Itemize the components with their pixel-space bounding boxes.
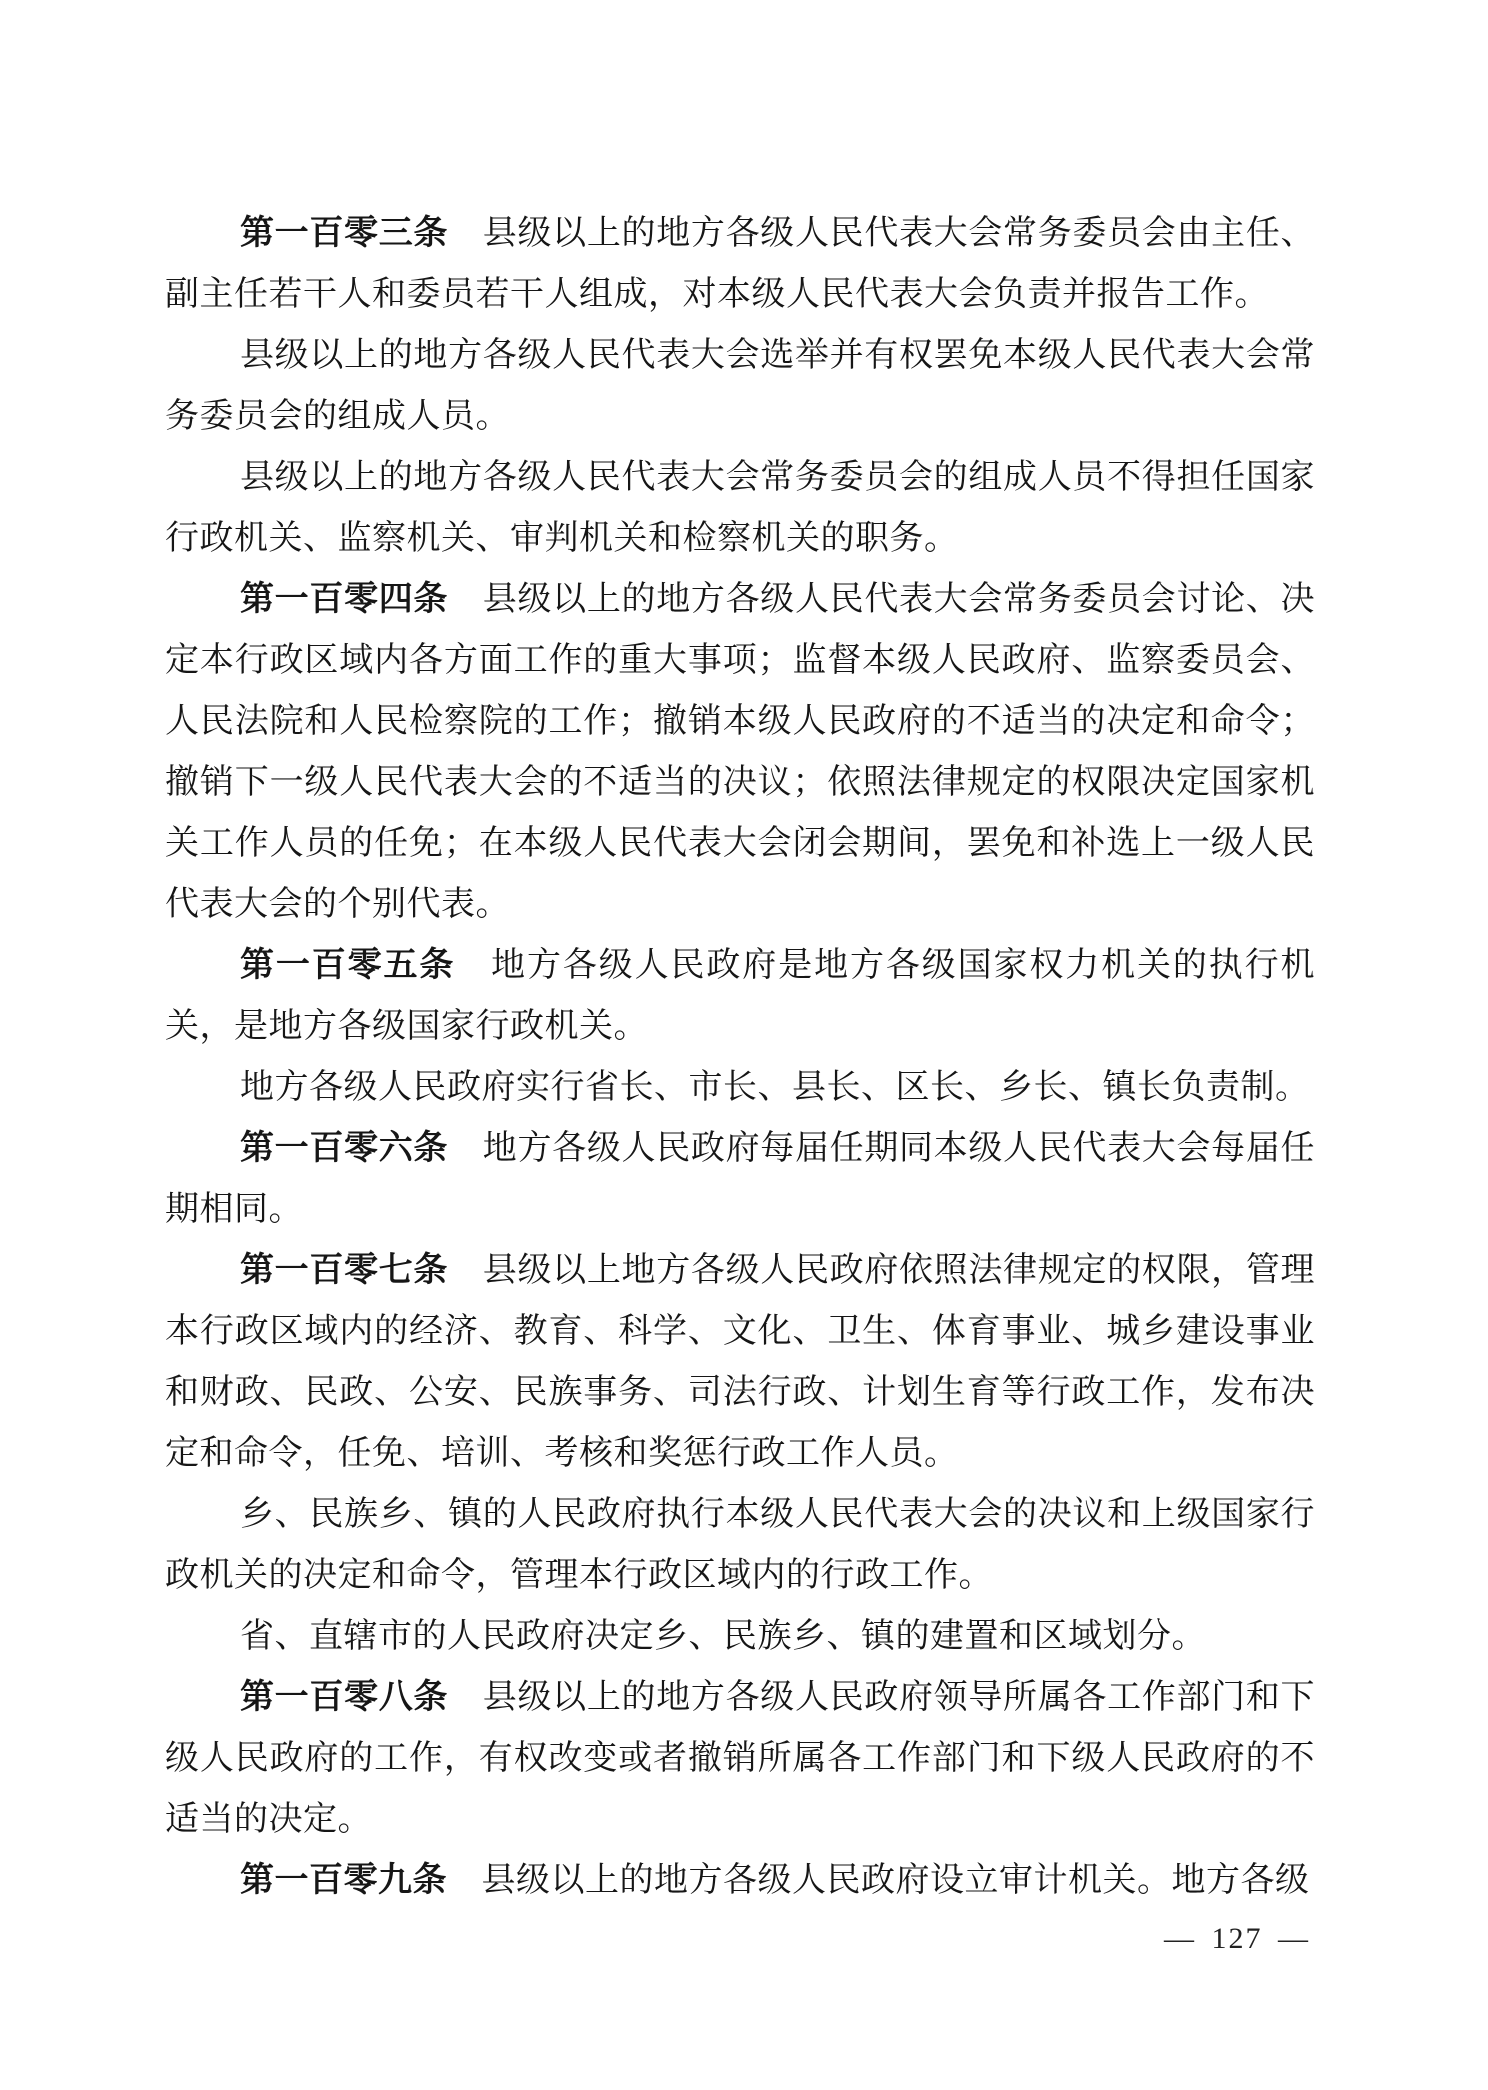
paragraph-article-108: [165, 1667, 1315, 1850]
paragraph-text: 乡、民族乡、镇的人民政府执行本级人民代表大会的决议和上级国家行政机关的决定和命令，管理本行政区域内的行政工作。: [165, 1496, 1315, 1594]
paragraph-text: 县级以上的地方各级人民代表大会常务委员会讨论、决定本行政区域内各方面工作的重大事项；监督本级人民政府、监察委员会、人民法院和人民检察院的工作；撤销本级人民政府的不适当的决定和命令；撤销下一级人民代表大会的不适当的决议；依照法律规定的权限决定国家机关工作人员的任免；在本级人民代表大会闭会期间，罢免和补选上一级人民代表大会的个别代表。: [165, 581, 1316, 923]
article-number: 第一百零九条: [240, 1862, 482, 1899]
paragraph: [165, 325, 1315, 447]
paragraph: [165, 1606, 1315, 1667]
paragraph-article-109: [165, 1850, 1315, 1911]
paragraph-text: 地方各级人民政府是地方各级国家权力机关的执行机关，是地方各级国家行政机关。: [165, 947, 1315, 1045]
article-number: 第一百零三条: [240, 215, 483, 252]
paragraph-article-105: [165, 935, 1315, 1057]
paragraph-text: 省、直辖市的人民政府决定乡、民族乡、镇的建置和区域划分。: [240, 1618, 1206, 1655]
article-number: 第一百零四条: [240, 581, 483, 618]
article-number: 第一百零六条: [240, 1130, 483, 1167]
paragraph-text: 县级以上的地方各级人民代表大会常务委员会由主任、副主任若干人和委员若干人组成，对本级人民代表大会负责并报告工作。: [165, 215, 1316, 313]
paragraph-text: 县级以上的地方各级人民代表大会选举并有权罢免本级人民代表大会常务委员会的组成人员。: [165, 337, 1315, 435]
article-number: 第一百零八条: [240, 1679, 483, 1716]
paragraph-text: 县级以上地方各级人民政府依照法律规定的权限，管理本行政区域内的经济、教育、科学、文化、卫生、体育事业、城乡建设事业和财政、民政、公安、民族事务、司法行政、计划生育等行政工作，发布决定和命令，任免、培训、考核和奖惩行政工作人员。: [165, 1252, 1316, 1472]
paragraph-text: 县级以上的地方各级人民政府设立审计机关。地方各级: [481, 1862, 1310, 1899]
paragraph-text: 地方各级人民政府每届任期同本级人民代表大会每届任期相同。: [165, 1130, 1316, 1228]
paragraph-article-104: [165, 569, 1315, 935]
document-body-text: [165, 203, 1315, 1911]
paragraph-article-103: [165, 203, 1315, 325]
article-number: 第一百零七条: [240, 1252, 483, 1289]
paragraph-article-107: [165, 1240, 1315, 1484]
paragraph-text: 县级以上的地方各级人民政府领导所属各工作部门和下级人民政府的工作，有权改变或者撤销所属各工作部门和下级人民政府的不适当的决定。: [165, 1679, 1316, 1838]
paragraph-text: 地方各级人民政府实行省长、市长、县长、区长、乡长、镇长负责制。: [240, 1069, 1310, 1106]
paragraph: [165, 1057, 1315, 1118]
page-number: — 127 —: [1164, 1922, 1310, 1955]
paragraph: [165, 1484, 1315, 1606]
paragraph-text: 县级以上的地方各级人民代表大会常务委员会的组成人员不得担任国家行政机关、监察机关、审判机关和检察机关的职务。: [165, 459, 1315, 557]
article-number: 第一百零五条: [240, 947, 492, 984]
paragraph: [165, 447, 1315, 569]
paragraph-article-106: [165, 1118, 1315, 1240]
